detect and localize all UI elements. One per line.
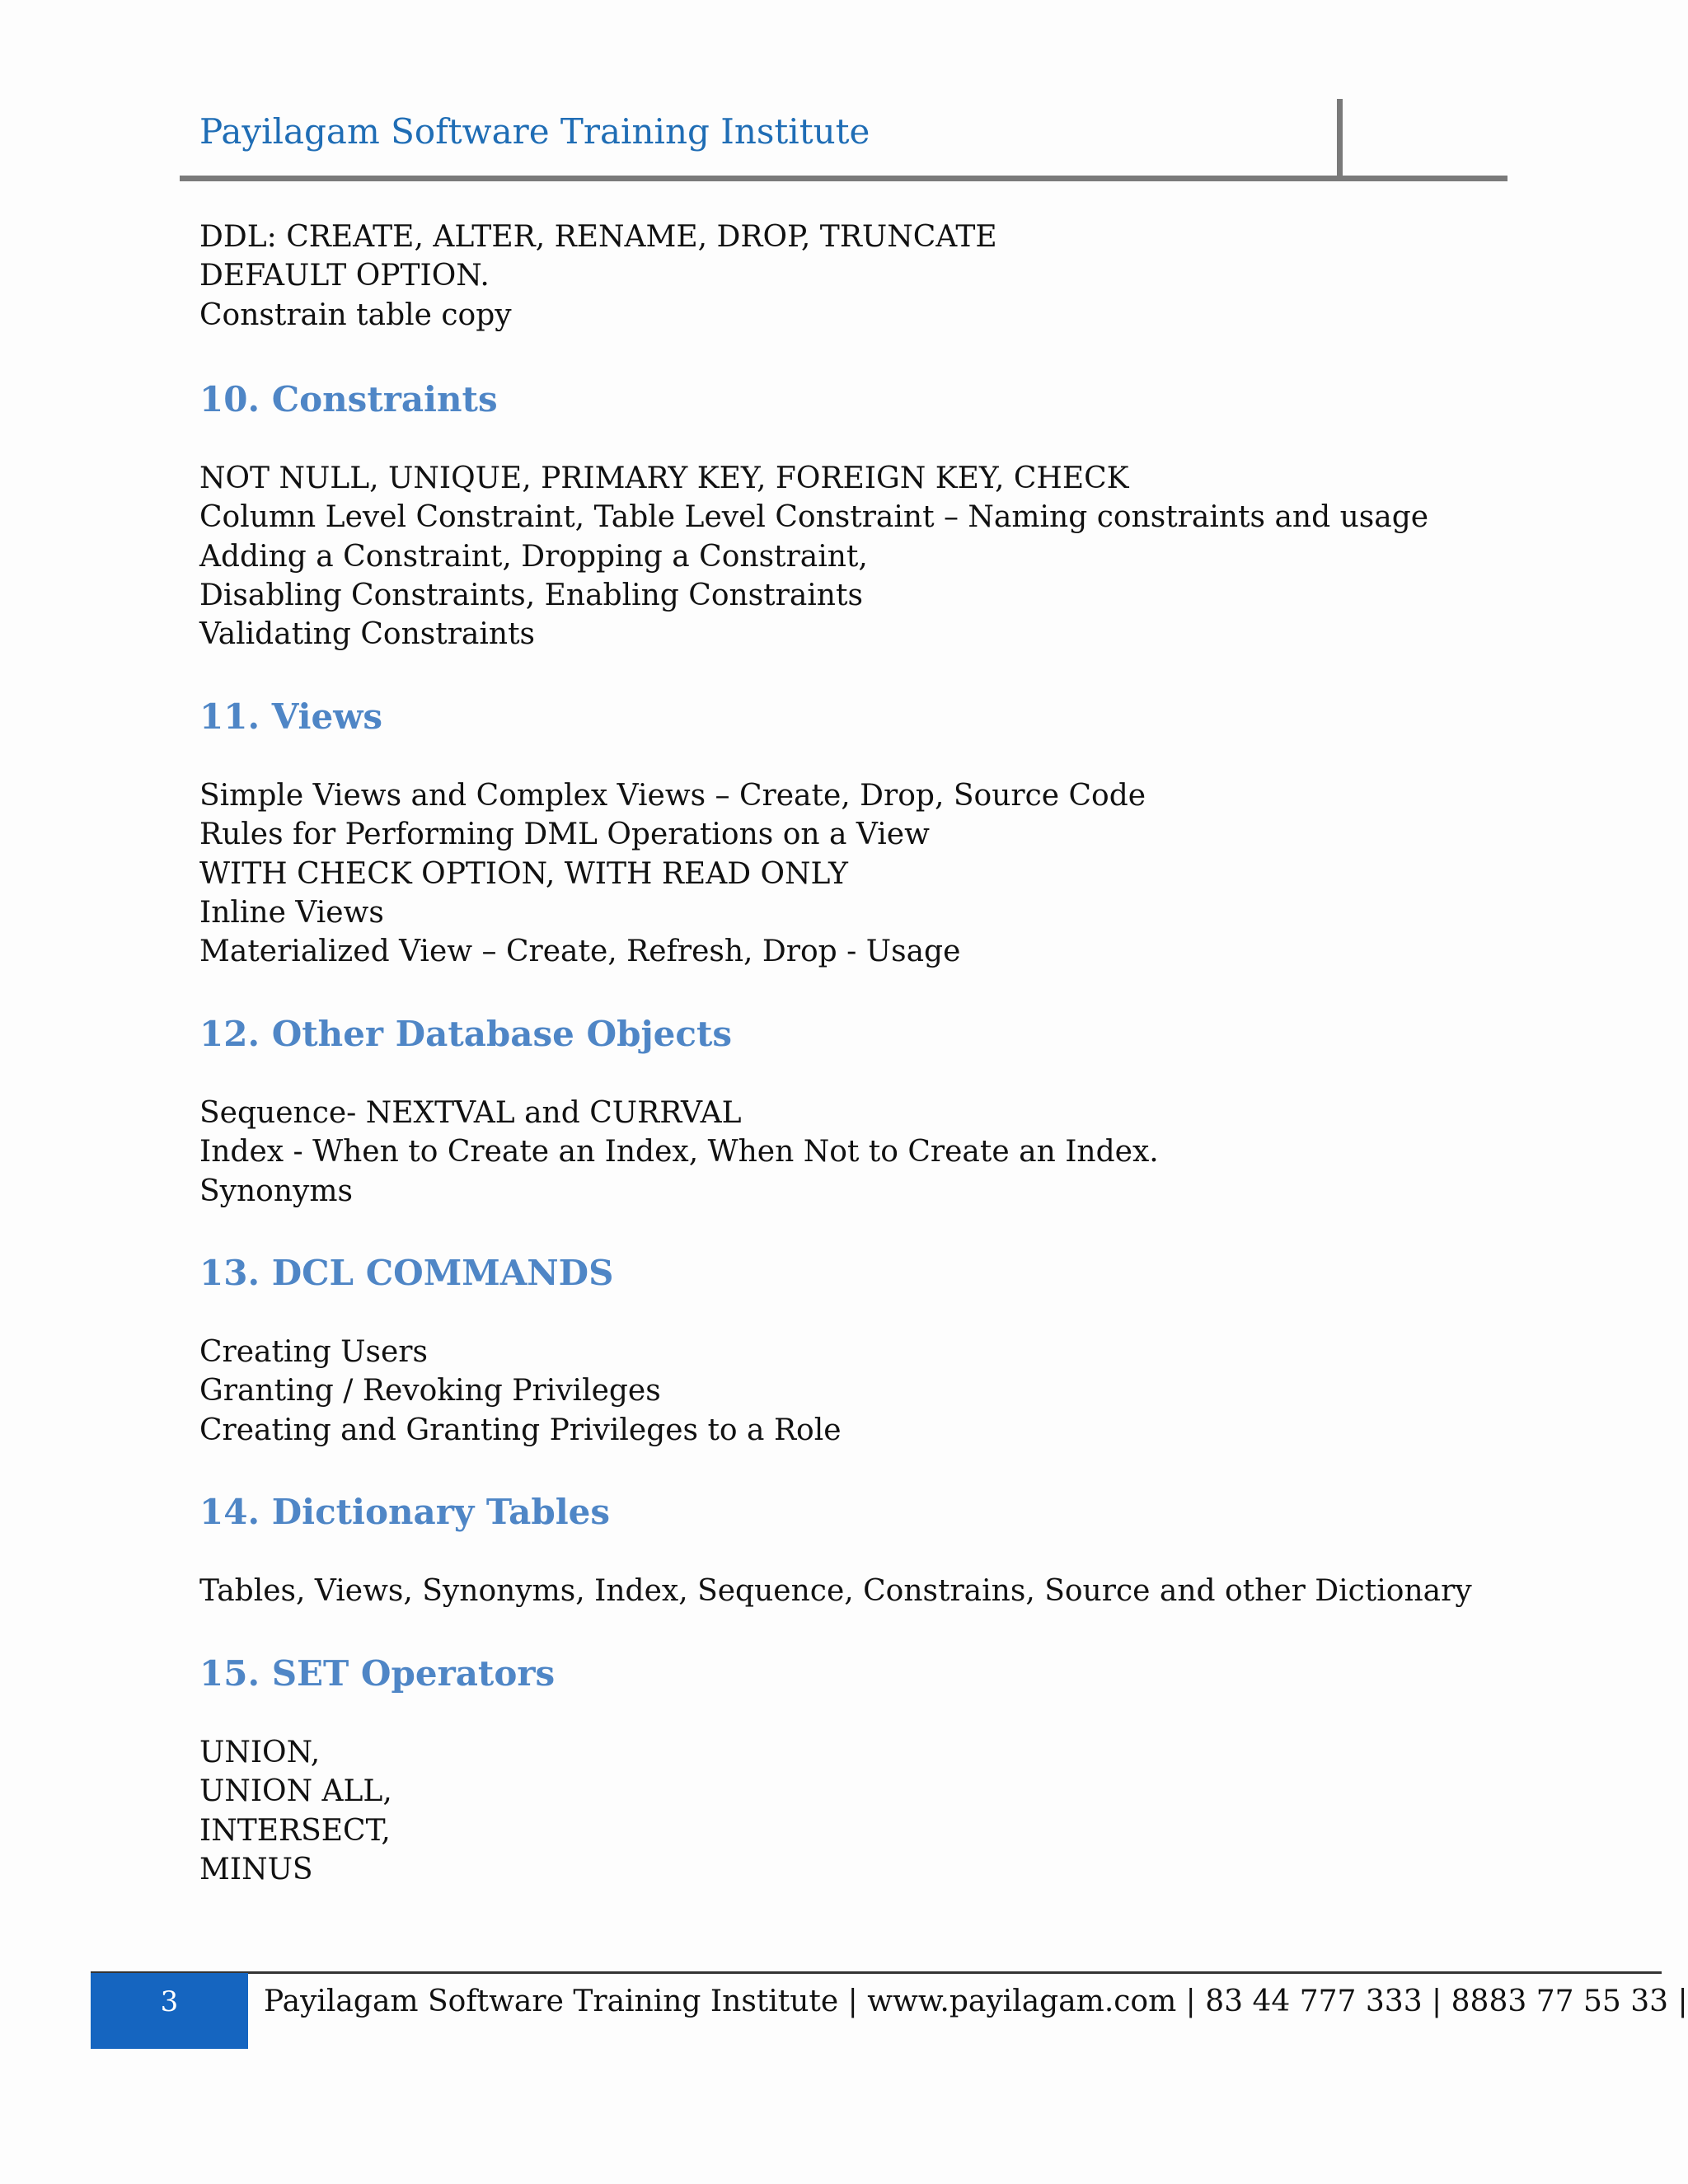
section-heading-set-operators xyxy=(199,1649,1485,1699)
section-line: UNION ALL, xyxy=(199,1774,392,1809)
section-body-other-database-objects xyxy=(199,1094,1485,1211)
section-body-set-operators xyxy=(199,1733,1485,1889)
section-line: UNION, xyxy=(199,1736,321,1769)
section-heading-dictionary-tables xyxy=(199,1488,1485,1537)
section-heading: 13. DCL COMMANDS xyxy=(199,1253,614,1293)
section-body-views xyxy=(199,776,1485,971)
section-heading: 14. Dictionary Tables xyxy=(199,1492,611,1532)
section-line: NOT NULL, UNIQUE, PRIMARY KEY, FOREIGN KEY, CHECK xyxy=(199,462,1129,495)
section-line: Column Level Constraint, Table Level Constraint – Naming constraints and usage xyxy=(199,500,1429,535)
section-line: Simple Views and Complex Views – Create, Drop, Source Code xyxy=(199,779,1146,813)
section-heading-constraints xyxy=(199,375,1485,424)
intro-line: Constrain table copy xyxy=(199,298,512,332)
header-title: Payilagam Software Training Institute xyxy=(199,111,870,152)
section-heading-dcl-commands xyxy=(199,1249,1485,1298)
section-line: Tables, Views, Synonyms, Index, Sequence, Constrains, Source and other Dictionary xyxy=(199,1574,1472,1608)
intro-line: DDL: CREATE, ALTER, RENAME, DROP, TRUNCATE xyxy=(199,220,997,254)
section-line: INTERSECT, xyxy=(199,1813,391,1848)
section-line: Granting / Revoking Privileges xyxy=(199,1374,661,1408)
intro-block xyxy=(199,218,1485,335)
section-heading: 11. Views xyxy=(199,696,383,737)
section-line: Validating Constraints xyxy=(199,617,536,652)
footer-rule xyxy=(91,1971,1662,1974)
footer-page-number: 3 xyxy=(160,1985,179,2018)
section-line: Creating and Granting Privileges to a Role xyxy=(199,1413,842,1447)
section-line: Index - When to Create an Index, When Not to Create an Index. xyxy=(199,1135,1159,1169)
section-line: Rules for Performing DML Operations on a View xyxy=(199,818,930,852)
section-line: Disabling Constraints, Enabling Constraints xyxy=(199,578,863,612)
section-heading: 12. Other Database Objects xyxy=(199,1014,732,1054)
section-body-dictionary-tables xyxy=(199,1572,1485,1610)
section-heading: 15. SET Operators xyxy=(199,1653,556,1694)
section-line: Adding a Constraint, Dropping a Constraint, xyxy=(199,539,868,574)
section-line: WITH CHECK OPTION, WITH READ ONLY xyxy=(199,856,848,891)
footer-text: Payilagam Software Training Institute | www.payilagam.com | 83 44 777 333 | 8883 77 55 33 | xyxy=(264,1985,1688,2018)
intro-line: DEFAULT OPTION. xyxy=(199,259,490,293)
section-line: MINUS xyxy=(199,1852,313,1886)
section-heading-other-database-objects xyxy=(199,1010,1485,1059)
section-line: Sequence- NEXTVAL and CURRVAL xyxy=(199,1096,742,1130)
section-line: Synonyms xyxy=(199,1174,353,1208)
section-body-constraints xyxy=(199,459,1485,654)
section-line: Inline Views xyxy=(199,895,384,930)
header-vertical-divider xyxy=(1337,99,1343,179)
header-rule xyxy=(180,176,1507,181)
section-heading: 10. Constraints xyxy=(199,379,498,419)
section-body-dcl-commands xyxy=(199,1333,1485,1450)
section-heading-views xyxy=(199,692,1485,742)
section-line: Materialized View – Create, Refresh, Drop - Usage xyxy=(199,935,961,969)
section-line: Creating Users xyxy=(199,1335,428,1369)
